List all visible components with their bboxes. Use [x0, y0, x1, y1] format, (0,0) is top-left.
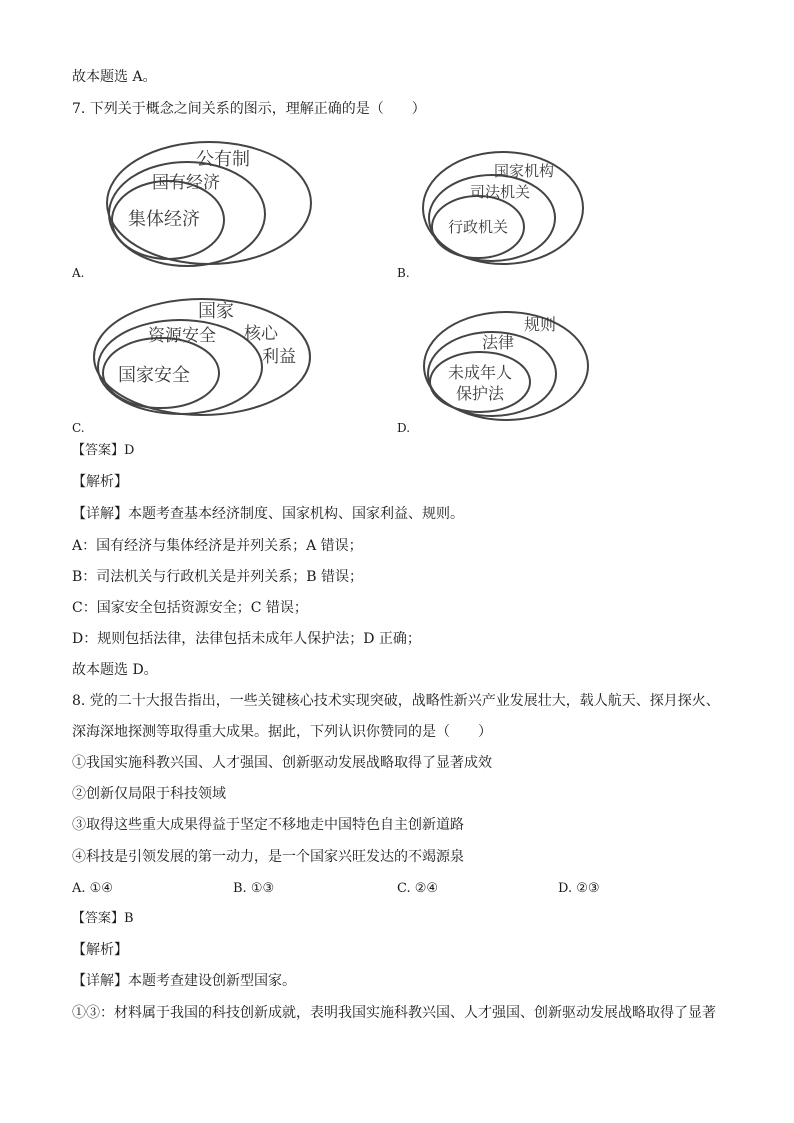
q7-line-c: C：国家安全包括资源安全；C 错误； [72, 600, 308, 616]
circle-text: 未成年人 [448, 363, 513, 382]
circle-text: 保护法 [456, 384, 505, 403]
circle-text: 国家 [198, 301, 234, 322]
circle-text: 司法机关 [470, 183, 531, 201]
q8-item-2: ②创新仅局限于科技领域 [72, 786, 226, 802]
q7-analysis: 【解析】 [72, 474, 128, 490]
circle-text: 国有经济 [152, 173, 220, 193]
diagram-d [420, 308, 595, 426]
q8-choice-c: C. ②④ [397, 881, 439, 896]
q8-stem-line2: 深海深地探测等取得重大成果。据此，下列认识你赞同的是（ ） [72, 724, 492, 740]
q7-stem: 7. 下列关于概念之间关系的图示，理解正确的是（ ） [72, 101, 426, 117]
q8-choice-b: B. ①③ [233, 881, 275, 896]
q8-item-4: ④科技是引领发展的第一动力，是一个国家兴旺发达的不竭源泉 [72, 849, 464, 865]
diagram-b [420, 148, 590, 273]
circle-text: 法律 [482, 333, 515, 352]
q8-item-3: ③取得这些重大成果得益于坚定不移地走中国特色自主创新道路 [72, 817, 464, 833]
q8-analysis: 【解析】 [72, 942, 128, 958]
diagram-a [100, 140, 320, 275]
option-label-d: D. [397, 421, 411, 435]
intro-line: 故本题选 A。 [72, 69, 157, 85]
q8-item-1: ①我国实施科教兴国、人才强国、创新驱动发展战略取得了显著成效 [72, 755, 492, 771]
circle-text: 国家安全 [118, 365, 190, 386]
circle-text: 集体经济 [128, 209, 200, 230]
option-label-b: B. [397, 266, 410, 280]
diagram-a-svg [100, 140, 320, 275]
q7-answer: 【答案】D [72, 443, 135, 458]
q8-detail: 【详解】本题考查建设创新型国家。 [72, 973, 296, 989]
circle-text: 核心 [244, 324, 278, 344]
q8-stem-line1: 8. 党的二十大报告指出，一些关键核心技术实现突破，战略性新兴产业发展壮大，载人航天、探月探火、 [72, 693, 720, 709]
q7-line-b: B：司法机关与行政机关是并列关系；B 错误； [72, 569, 364, 585]
q7-conclusion: 故本题选 D。 [72, 662, 158, 678]
diagram-c-svg [90, 293, 320, 423]
q7-line-a: A：国有经济与集体经济是并列关系；A 错误； [72, 538, 363, 554]
option-label-a: A. [72, 266, 85, 280]
circle-text: 资源安全 [148, 326, 216, 346]
diagram-d-svg [420, 308, 595, 426]
diagram-b-svg [420, 148, 590, 273]
option-label-c: C. [72, 421, 85, 435]
circle-text: 行政机关 [448, 218, 509, 236]
diagram-c [90, 293, 320, 423]
circle-text: 利益 [262, 347, 296, 367]
q8-choice-a: A. ①④ [72, 881, 113, 896]
q8-answer: 【答案】B [72, 911, 134, 926]
q8-choice-d: D. ②③ [558, 881, 600, 896]
circle-text: 公有制 [196, 149, 250, 170]
q7-detail: 【详解】本题考查基本经济制度、国家机构、国家利益、规则。 [72, 506, 464, 522]
q7-line-d: D：规则包括法律，法律包括未成年人保护法；D 正确； [72, 631, 421, 647]
q8-last-line: ①③：材料属于我国的科技创新成就，表明我国实施科教兴国、人才强国、创新驱动发展战略取得了显著 [72, 1005, 716, 1021]
circle-text: 国家机构 [494, 162, 555, 180]
circle-text: 规则 [524, 315, 557, 334]
